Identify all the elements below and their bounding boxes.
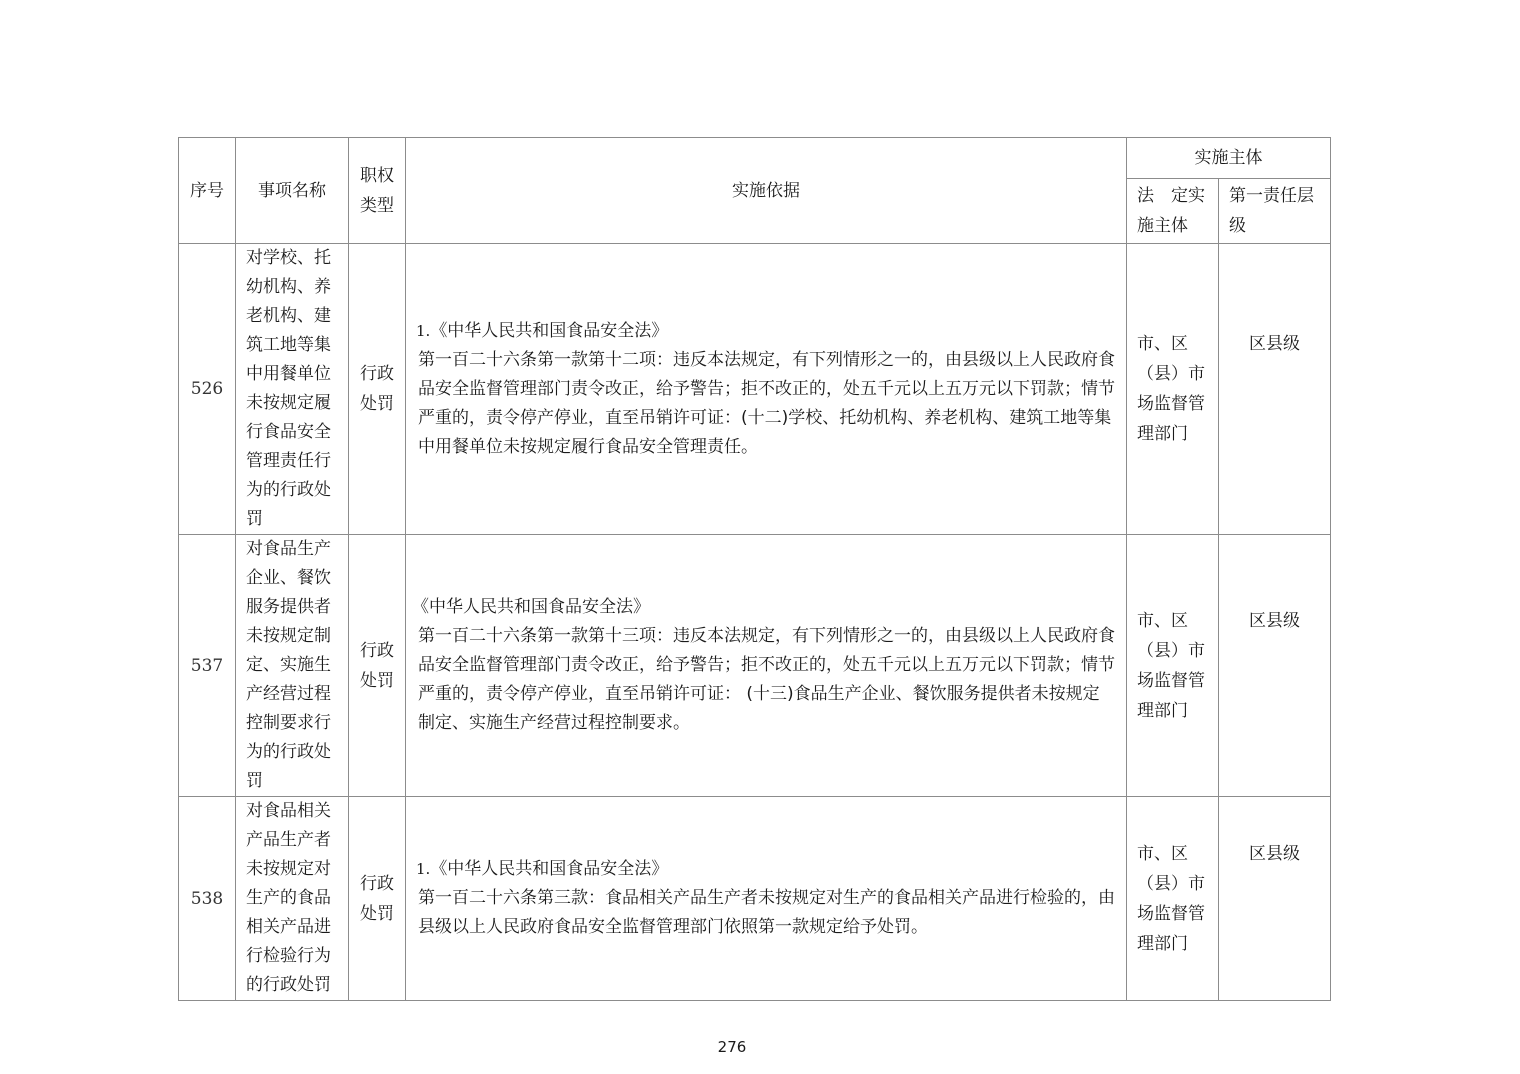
- table-row: [179, 797, 1331, 1001]
- row-legal-subject: 市、区（县）市场监督管理部门: [1127, 535, 1219, 797]
- law-prefix: 1.: [416, 860, 431, 878]
- header-name: 事项名称: [236, 138, 349, 244]
- row-legal-subject: 市、区（县）市场监督管理部门: [1127, 797, 1219, 1001]
- level-text: 区县级: [1249, 610, 1300, 631]
- row-responsible-level: [1219, 797, 1331, 1001]
- row-name: 对食品生产企业、餐饮服务提供者未按规定制定、实施生产经营过程控制要求行为的行政处罚: [236, 535, 349, 797]
- law-clause: 第一百二十六条第三款：食品相关产品生产者未按规定对生产的食品相关产品进行检验的，由县级以上人民政府食品安全监督管理部门依照第一款规定给予处罚。: [418, 888, 1115, 937]
- level-text: 区县级: [1249, 334, 1300, 354]
- row-index: 526: [179, 244, 236, 535]
- law-title: [416, 855, 1116, 884]
- law-title: [416, 317, 1116, 346]
- row-index: 537: [179, 535, 236, 797]
- row-name: 对学校、托幼机构、养老机构、建筑工地等集中用餐单位未按规定履行食品安全管理责任行为的行政处罚: [236, 244, 349, 535]
- header-basis: 实施依据: [406, 138, 1127, 244]
- law-prefix: 1.: [416, 321, 431, 340]
- header-subject-group: 实施主体: [1127, 138, 1331, 179]
- law-name: 《中华人民共和国食品安全法》: [430, 859, 669, 879]
- row-type: 行政处罚: [349, 535, 406, 797]
- law-clause: 第一百二十六条第一款第十二项：违反本法规定，有下列情形之一的，由县级以上人民政府食品安全监督管理部门责令改正，给予警告；拒不改正的，处五千元以上五万元以下罚款；情节严重的，责令停产停业，直至吊销许可证：(十二)学校、托幼机构、养老机构、建筑工地等集中用餐单位未按规定履行食品安全管理责任。: [418, 349, 1115, 457]
- row-responsible-level: [1219, 244, 1331, 535]
- law-clause: 第一百二十六条第一款第十三项：违反本法规定，有下列情形之一的，由县级以上人民政府食品安全监督管理部门责令改正，给予警告；拒不改正的，处五千元以上五万元以下罚款；情节严重的，责令停产停业，直至吊销许可证： (十三)食品生产企业、餐饮服务提供者未按规定制定、实施生产经营过程控制要求。: [418, 626, 1115, 733]
- law-title: [412, 593, 1116, 622]
- row-basis: [406, 244, 1127, 535]
- law-name: 《中华人民共和国食品安全法》: [412, 597, 650, 617]
- header-type: 职权类型: [349, 138, 406, 244]
- row-index: 538: [179, 797, 236, 1001]
- row-type: 行政处罚: [349, 244, 406, 535]
- row-basis: [406, 535, 1127, 797]
- row-responsible-level: [1219, 535, 1331, 797]
- header-legal-subject: 法 定实施主体: [1127, 179, 1219, 244]
- row-type: 行政处罚: [349, 797, 406, 1001]
- level-text: 区县级: [1249, 843, 1300, 864]
- law-name: 《中华人民共和国食品安全法》: [430, 320, 669, 341]
- enforcement-table: [178, 137, 1331, 1001]
- table-row: [179, 244, 1331, 535]
- row-basis: [406, 797, 1127, 1001]
- row-name: 对食品相关产品生产者未按规定对生产的食品相关产品进行检验行为的行政处罚: [236, 797, 349, 1001]
- page-number: 276: [717, 1038, 747, 1056]
- header-row-1: [179, 138, 1331, 179]
- row-legal-subject: 市、区（县）市场监督管理部门: [1127, 244, 1219, 535]
- header-index: 序号: [179, 138, 236, 244]
- table-row: [179, 535, 1331, 797]
- header-responsible-level: 第一责任层级: [1219, 179, 1331, 244]
